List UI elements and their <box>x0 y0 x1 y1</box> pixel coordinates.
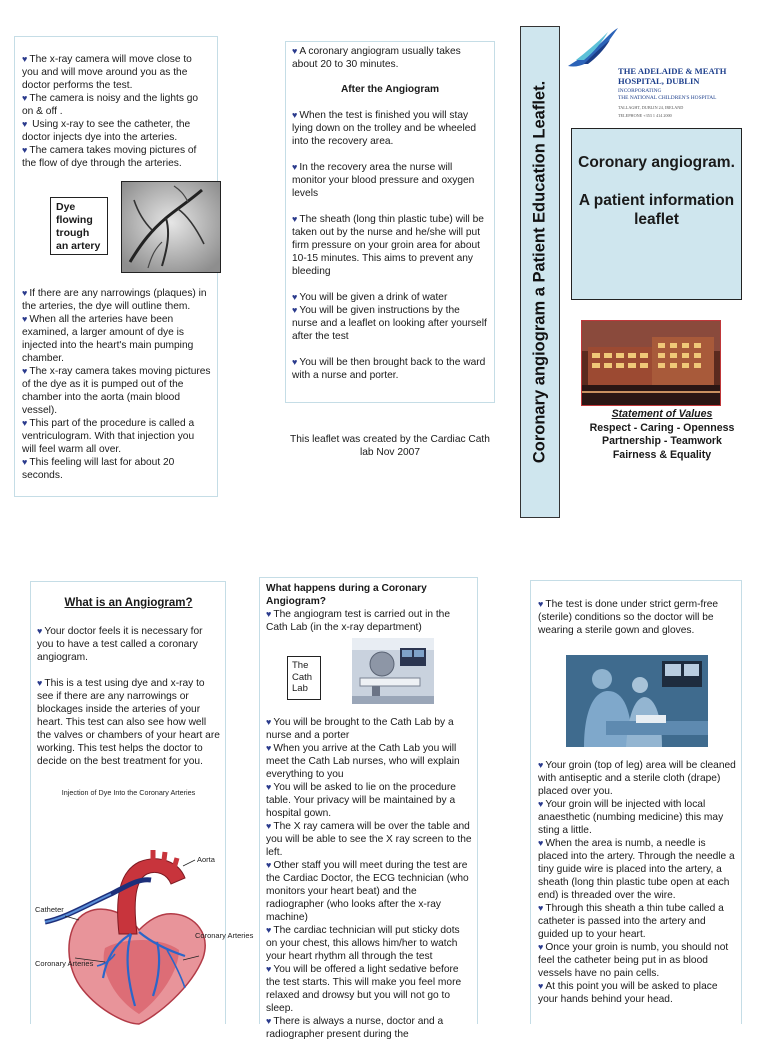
bullet-text: In the recovery area the nurse will monitor your blood pressure and oxygen levels <box>292 162 475 199</box>
heart-bullet-icon: ♥ <box>292 214 298 224</box>
panel-after-angiogram <box>285 41 495 403</box>
heart-bullet-icon: ♥ <box>266 821 272 831</box>
intro-text: A coronary angiogram usually takes about 20 to 30 minutes. <box>292 46 461 70</box>
bullet-text: If there are any narrowings (plaques) in the arteries, the dye will outline them. <box>22 288 207 312</box>
bullet-text: There is always a nurse, doctor and a radiographer present during the <box>266 1016 444 1040</box>
heart-bullet-icon: ♥ <box>266 860 272 870</box>
label-line: Coronary Arteries <box>35 959 94 968</box>
spine-title: Coronary angiogram a Patient Education Leaflet. <box>530 80 549 464</box>
bullet-text: You will be then brought back to the ward with a nurse and porter. <box>292 357 486 381</box>
bullet-text: Your groin (top of leg) area will be cleaned with antiseptic and a sterile cloth (drape) placed over you. <box>538 760 736 797</box>
heart-diagram <box>35 838 254 1025</box>
heart-bullet-icon: ♥ <box>22 119 28 129</box>
paragraph-text: Your doctor feels it is necessary for you to have a test called a coronary angiogram. <box>37 626 203 663</box>
heart-bullet-icon: ♥ <box>292 292 298 302</box>
hospital-building-photo <box>581 320 721 406</box>
org-incorporating: INCORPORATING <box>618 88 662 94</box>
heart-bullet-icon: ♥ <box>22 418 28 428</box>
heart-bullet-icon: ♥ <box>538 838 544 848</box>
bullet-text: The angiogram test is carried out in the Cath Lab (in the x-ray department) <box>266 609 451 633</box>
heart-bullet-icon: ♥ <box>266 609 272 619</box>
dye-caption: Dye flowing trough an artery <box>50 197 108 255</box>
heart-bullet-icon: ♥ <box>266 1016 272 1026</box>
values-line: Fairness & Equality <box>612 448 712 461</box>
bullet-text: You will be given a drink of water <box>299 292 448 303</box>
cath-lab-figure <box>266 636 472 710</box>
bullet-text: The cardiac technician will put sticky dots on your chest, this allows him/her to watch your heart rhythm all through the test <box>266 925 460 962</box>
statement-of-values <box>576 408 748 462</box>
bullet-text: You will be asked to lie on the procedure table. Your privacy will be maintained by a hospital gown. <box>266 782 456 819</box>
cover-title-box <box>571 128 742 300</box>
bullet-text: You will be given instructions by the nurse and a leaflet on looking after yourself after the test <box>292 305 487 342</box>
heart-bullet-icon: ♥ <box>37 678 43 688</box>
panel-what-is-angiogram <box>30 581 254 1024</box>
cath-lab-photo <box>352 638 434 704</box>
heart-bullet-icon: ♥ <box>22 457 28 467</box>
heart-bullet-icon: ♥ <box>538 942 544 952</box>
logo-swoosh-icon <box>566 26 622 70</box>
heart-bullet-icon: ♥ <box>266 717 272 727</box>
after-angiogram-heading: After the Angiogram <box>340 84 440 95</box>
panel-during-angiogram <box>259 577 478 1040</box>
bullet-text: The camera is noisy and the lights go on & off . <box>22 93 199 117</box>
heart-bullet-icon: ♥ <box>22 54 28 64</box>
diagram-title: Injection of Dye Into the Coronary Arteries <box>61 788 196 797</box>
bullet-text: The camera takes moving pictures of the flow of dye through the arteries. <box>22 145 197 169</box>
heart-bullet-icon: ♥ <box>37 626 43 636</box>
heart-bullet-icon: ♥ <box>538 760 544 770</box>
heart-bullet-icon: ♥ <box>22 314 28 324</box>
bullet-text: Using x-ray to see the catheter, the doctor injects dye into the arteries. <box>22 119 191 143</box>
panel-heading: What happens during a Coronary Angiogram? <box>266 583 427 607</box>
aorta-label: Aorta <box>197 855 215 864</box>
cath-lab-caption: The Cath Lab <box>287 656 321 700</box>
values-line: Partnership - Teamwork <box>602 435 722 447</box>
cover-title: Coronary angiogram. <box>578 154 735 171</box>
label-line: Coronary Arteries <box>195 931 254 940</box>
catheter-label: Catheter <box>35 905 64 914</box>
bullet-text: When all the arteries have been examined, a larger amount of dye is injected into the heart's main pumping chamber. <box>22 314 194 364</box>
cover-subtitle: A patient information leaflet <box>578 192 735 228</box>
bullet-text: At this point you will be asked to place your hands behind your head. <box>538 981 718 1005</box>
org-name-line1: THE ADELAIDE & MEATH <box>618 66 727 76</box>
heart-bullet-icon: ♥ <box>266 782 272 792</box>
bullet-text: The X ray camera will be over the table and you will be able to see the X ray screen to the left. <box>266 821 472 858</box>
bullet-text: When you arrive at the Cath Lab you will meet the Cath Lab nurses, who will explain everything to you <box>266 743 460 780</box>
coronary-arteries-label-left <box>35 959 94 968</box>
intro-text: The test is done under strict germ-free (sterile) conditions so the doctor will be wearing a sterile gown and gloves. <box>538 599 719 636</box>
heart-bullet-icon: ♥ <box>292 357 298 367</box>
org-address: TALLAGHT, DUBLIN 24, IRELAND <box>618 105 684 110</box>
org-telephone: TELEPHONE +353 1 414 2000 <box>618 113 672 118</box>
org-name-line2: HOSPITAL, DUBLIN <box>618 76 700 86</box>
heart-bullet-icon: ♥ <box>538 599 544 609</box>
heart-bullet-icon: ♥ <box>22 366 28 376</box>
heart-bullet-icon: ♥ <box>266 925 272 935</box>
bullet-text: Once your groin is numb, you should not feel the catheter being put in as blood vessels have no pain cells. <box>538 942 729 979</box>
bullet-text: You will be offered a light sedative before the test starts. This will make you feel more relaxed and drowsy but you will not go to sleep. <box>266 964 462 1014</box>
panel-sterile-procedure <box>530 580 742 1024</box>
paragraph-text: This is a test using dye and x-ray to see if there are any narrowings or blockages inside the arteries of your heart. This test can also see how well the valves or chambers of your heart are working. This test helps the doctor to decide on the best treatment for you. <box>37 678 220 767</box>
heart-bullet-icon: ♥ <box>538 981 544 991</box>
bullet-text: The x-ray camera will move close to you and will move around you as the doctor performs the test. <box>22 54 192 91</box>
bullet-text: You will be brought to the Cath Lab by a nurse and a porter <box>266 717 454 741</box>
coronary-arteries-label-right <box>195 931 254 940</box>
bullet-text: When the area is numb, a needle is placed into the artery. Through the needle a tiny guide wire is placed into the artery, a sheath (long thin plastic tube open at each end) is threaded over the wire. <box>538 838 735 901</box>
heart-bullet-icon: ♥ <box>292 305 298 315</box>
bullet-text: The x-ray camera takes moving pictures of the dye as it is pumped out of the chamber into the aorta (main blood vessel). <box>22 366 211 416</box>
procedure-photo <box>566 655 708 747</box>
bullet-text: This feeling will last for about 20 seconds. <box>22 457 175 481</box>
dye-figure <box>22 181 211 278</box>
heart-bullet-icon: ♥ <box>22 93 28 103</box>
angiogram-xray-image <box>121 181 221 273</box>
org-childrens-hospital: THE NATIONAL CHILDREN'S HOSPITAL <box>618 95 717 101</box>
values-line: Respect - Caring - Openness <box>589 421 735 434</box>
panel-heading: What is an Angiogram? <box>64 597 193 609</box>
heart-bullet-icon: ♥ <box>538 903 544 913</box>
bullet-text: Through this sheath a thin tube called a catheter is passed into the artery and guided up to your heart. <box>538 903 724 940</box>
values-title: Statement of Values <box>611 408 713 420</box>
heart-bullet-icon: ♥ <box>292 46 298 56</box>
heart-bullet-icon: ♥ <box>292 110 298 120</box>
bullet-text: Other staff you will meet during the test are the Cardiac Doctor, the ECG technician (who monitors your heart beat) and the radiographer (who looks after the x-ray machine) <box>266 860 469 923</box>
leaflet-spine <box>520 26 560 518</box>
heart-bullet-icon: ♥ <box>22 288 28 298</box>
heart-bullet-icon: ♥ <box>292 162 298 172</box>
heart-bullet-icon: ♥ <box>538 799 544 809</box>
bullet-text: This part of the procedure is called a ventriculogram. With that injection you will feel warm all over. <box>22 418 195 455</box>
heart-bullet-icon: ♥ <box>22 145 28 155</box>
panel-procedure-continued <box>14 36 218 497</box>
leaflet-credit: This leaflet was created by the Cardiac Cath lab Nov 2007 <box>290 434 490 458</box>
bullet-text: Your groin will be injected with local anaesthetic (numbing medicine) this may sting a little. <box>538 799 724 836</box>
hospital-logo <box>566 26 746 126</box>
heart-bullet-icon: ♥ <box>266 743 272 753</box>
bullet-text: When the test is finished you will stay lying down on the trolley and be wheeled into the recovery area. <box>292 110 477 147</box>
heart-bullet-icon: ♥ <box>266 964 272 974</box>
bullet-text: The sheath (long thin plastic tube) will be taken out by the nurse and he/she will put firm pressure on your groin area for about 10-15 minutes. This aims to prevent any bleeding <box>292 214 484 277</box>
